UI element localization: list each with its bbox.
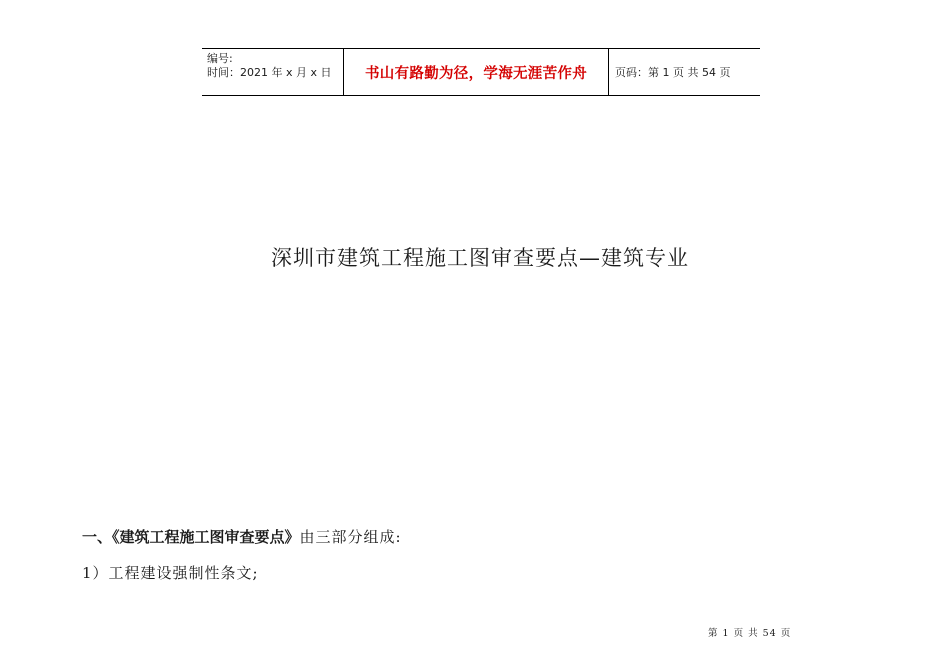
header-motto-cell <box>344 49 609 95</box>
page-header <box>202 48 760 96</box>
footer-page-number: 第 1 页 共 54 页 <box>708 628 792 639</box>
header-motto: 书山有路勤为径，学海无涯苦作舟 <box>365 65 587 82</box>
section-heading-text: 由三部分组成: <box>299 528 402 546</box>
header-page-number: 页码：第 1 页 共 54 页 <box>615 66 731 79</box>
document-title: 深圳市建筑工程施工图审查要点—建筑专业 <box>271 246 689 270</box>
header-info-cell <box>202 49 344 95</box>
section-heading <box>82 526 402 547</box>
list-item: 1）工程建设强制性条文; <box>82 564 259 582</box>
section-heading-title: 一、《建筑工程施工图审查要点》 <box>82 528 300 546</box>
document-number-label: 编号: <box>207 52 233 65</box>
document-date-label: 时间：2021 年 x 月 x 日 <box>207 66 332 79</box>
header-page-cell <box>609 49 760 95</box>
